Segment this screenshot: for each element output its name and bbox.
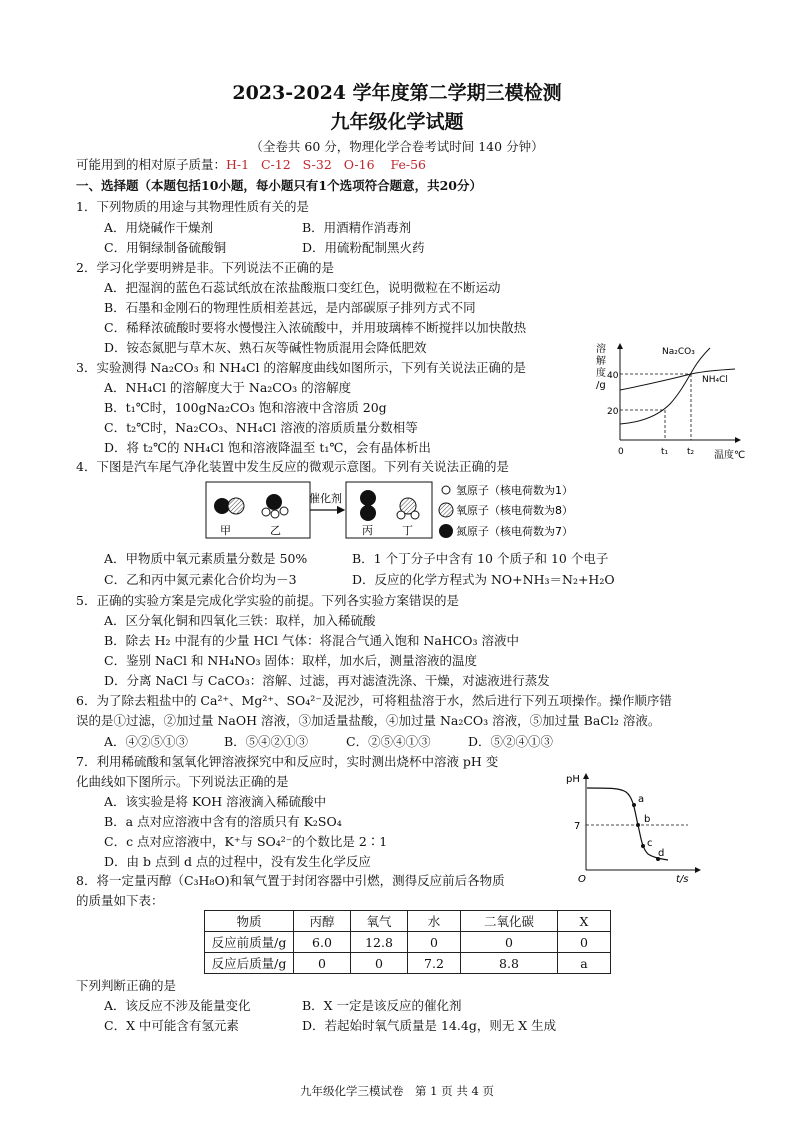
- exam-subtitle: 九年级化学试题: [330, 111, 464, 133]
- table-header: 水: [408, 911, 461, 932]
- mass-s: S-32: [302, 157, 332, 172]
- q2-stem: 2．学习化学要明辨是非。下列说法不正确的是: [76, 260, 334, 275]
- q2-option-c: C．稀释浓硫酸时要将水慢慢注入浓硫酸中，并用玻璃棒不断搅拌以加快散热: [104, 320, 527, 335]
- molecule-yi: [262, 494, 288, 518]
- chart1-xtick-t1: t₁: [661, 447, 669, 457]
- q5-option-d: D．分离 NaCl 与 CaCO₃：溶解、过滤，再对滤渣洗涤、干燥，对滤液进行蒸发: [104, 673, 550, 688]
- exam-note: （全卷共 60 分，物理化学合卷考试时间 140 分钟）: [250, 139, 544, 154]
- q8-option-b: B．X 一定是该反应的催化剂: [302, 998, 462, 1013]
- table-row: [205, 953, 611, 974]
- table-header: 二氧化碳: [461, 911, 558, 932]
- ph-ytick-7: 7: [574, 821, 581, 832]
- table-row: [205, 932, 611, 953]
- q6-option-d: D．⑤②④①③: [468, 734, 554, 749]
- table-header: 丙醇: [294, 911, 351, 932]
- ph-xlabel: t/s: [676, 874, 689, 885]
- q4-option-d: D．反应的化学方程式为 NO+NH₃＝N₂+H₂O: [352, 572, 615, 587]
- q3-option-d: D．将 t₂℃的 NH₄Cl 饱和溶液降温至 t₁℃，会有晶体析出: [104, 440, 431, 455]
- q7-line2: 化曲线如下图所示。下列说法正确的是: [76, 774, 289, 789]
- q4-option-b: B．1 个丁分子中含有 10 个质子和 10 个电子: [352, 551, 609, 566]
- q6-line1: 6．为了除去粗盐中的 Ca²⁺、Mg²⁺、SO₄²⁻及泥沙，可将粗盐溶于水，然后进行下列五项操作。操作顺序错: [76, 693, 672, 708]
- ph-curve: [587, 788, 668, 860]
- q1-option-b: B．用酒精作消毒剂: [302, 220, 412, 235]
- ph-point-c: [641, 844, 645, 848]
- q6-option-b: B．⑤④②①③: [224, 734, 309, 749]
- chart1-ytick-40: 40: [607, 371, 619, 381]
- catalyst-label: 催化剂: [309, 492, 342, 505]
- mass-table: [204, 910, 611, 974]
- q7-option-a: A．该实验是将 KOH 溶液滴入稀硫酸中: [104, 794, 327, 809]
- q8-line1: 8．将一定量丙醇（C₃H₈O)和氧气置于封闭容器中引燃，测得反应前后各物质: [76, 873, 505, 888]
- table-header-row: [205, 911, 611, 932]
- q5-option-b: B．除去 H₂ 中混有的少量 HCl 气体：将混合气通入饱和 NaHCO₃ 溶液中: [104, 633, 520, 648]
- ph-ylabel: pH: [566, 774, 580, 785]
- mass-h: H-1: [226, 157, 250, 172]
- q1-option-a: A．用烧碱作干燥剂: [104, 220, 214, 235]
- ph-chart: [560, 768, 710, 886]
- q2-option-b: B．石墨和金刚石的物理性质相差甚远，是内部碳原子排列方式不同: [104, 300, 476, 315]
- table-cell: 0: [408, 932, 461, 953]
- legend-h-icon: [442, 486, 450, 494]
- legend-h: 氢原子（核电荷数为1）: [456, 484, 573, 497]
- q8-option-c: C．X 中可能含有氢元素: [104, 1018, 239, 1033]
- q5-stem: 5．正确的实验方案是完成化学实验的前提。下列各实验方案错误的是: [76, 593, 459, 608]
- chart1-series-nh4cl: NH₄Cl: [702, 375, 728, 385]
- q6-option-a: A．④②⑤①③: [104, 734, 189, 749]
- q3-option-a: A．NH₄Cl 的溶解度大于 Na₂CO₃ 的溶解度: [104, 380, 352, 395]
- ph-label-d: d: [658, 848, 665, 859]
- label-bing: 丙: [362, 524, 373, 537]
- chart1-ylabel-3: 度: [596, 368, 606, 379]
- molecule-bing: [360, 490, 376, 521]
- table-cell: 6.0: [294, 932, 351, 953]
- q6-line2: 误的是①过滤，②加过量 NaOH 溶液，③加适量盐酸，④加过量 Na₂CO₃ 溶液，⑤加过量 BaCl₂ 溶液。: [76, 713, 661, 728]
- ph-label-c: c: [647, 838, 653, 849]
- table-header: 物质: [205, 911, 294, 932]
- chart1-xtick-t2: t₂: [687, 447, 695, 457]
- chart1-ylabel-1: 溶: [596, 344, 606, 355]
- q1-stem: 1．下列物质的用途与其物理性质有关的是: [76, 199, 309, 214]
- table-header: X: [558, 911, 611, 932]
- q7-line1: 7．利用稀硫酸和氢氧化钾溶液探究中和反应时，实时测出烧杯中溶液 pH 变: [76, 754, 499, 769]
- mass-o: O-16: [343, 157, 375, 172]
- molecule-ding: [397, 498, 419, 519]
- q4-option-c: C．乙和丙中氮元素化合价均为－3: [104, 572, 297, 587]
- section-heading: 一、选择题（本题包括10小题，每小题只有1个选项符合题意，共20分）: [76, 178, 482, 193]
- q4-option-a: A．甲物质中氧元素质量分数是 50%: [104, 551, 308, 566]
- q2-option-d: D．铵态氮肥与草木灰、熟石灰等碱性物质混用会降低肥效: [104, 340, 427, 355]
- legend-n: 氮原子（核电荷数为7）: [456, 525, 573, 538]
- label-ding: 丁: [402, 524, 413, 537]
- table-cell: 反应后质量/g: [205, 953, 294, 974]
- table-cell: 8.8: [461, 953, 558, 974]
- q3-option-b: B．t₁℃时，100gNa₂CO₃ 饱和溶液中含溶质 20g: [104, 400, 387, 415]
- table-cell: a: [558, 953, 611, 974]
- q7-option-d: D．由 b 点到 d 点的过程中，没有发生化学反应: [104, 854, 371, 869]
- mass-c: C-12: [261, 157, 291, 172]
- q2-option-a: A．把湿润的蓝色石蕊试纸放在浓盐酸瓶口变红色，说明微粒在不断运动: [104, 280, 501, 295]
- q1-option-c: C．用铜绿制备硫酸铜: [104, 240, 227, 255]
- products-box: [346, 482, 432, 538]
- table-cell: 0: [351, 953, 408, 974]
- chart1-ylabel-4: /g: [596, 380, 606, 391]
- table-cell: 7.2: [408, 953, 461, 974]
- legend-n-icon: [439, 524, 453, 538]
- q7-option-b: B．a 点对应溶液中含有的溶质只有 K₂SO₄: [104, 814, 342, 829]
- q3-option-c: C．t₂℃时，Na₂CO₃、NH₄Cl 溶液的溶质质量分数相等: [104, 420, 418, 435]
- reaction-diagram: [200, 478, 620, 544]
- q8-option-a: A．该反应不涉及能量变化: [104, 998, 251, 1013]
- atomic-mass-prefix: 可能用到的相对原子质量：: [76, 157, 227, 172]
- label-yi: 乙: [270, 524, 281, 537]
- q8-line2: 的质量如下表：: [76, 893, 164, 908]
- table-header: 氧气: [351, 911, 408, 932]
- chart1-origin: 0: [618, 447, 624, 457]
- chart1-ytick-20: 20: [607, 407, 619, 417]
- ph-point-b: [636, 823, 640, 827]
- q8-judge: 下列判断正确的是: [76, 978, 177, 993]
- table-cell: 0: [461, 932, 558, 953]
- q5-option-a: A．区分氧化铜和四氧化三铁：取样，加入稀硫酸: [104, 613, 376, 628]
- atomic-mass-line: [76, 157, 426, 173]
- ph-origin: O: [578, 874, 586, 885]
- q7-option-c: C．c 点对应溶液中，K⁺与 SO₄²⁻的个数比是 2∶1: [104, 834, 388, 849]
- table-cell: 12.8: [351, 932, 408, 953]
- q8-option-d: D．若起始时氧气质量是 14.4g，则无 X 生成: [302, 1018, 557, 1033]
- chart1-xlabel: 温度℃: [714, 450, 746, 461]
- q4-stem: 4．下图是汽车尾气净化装置中发生反应的微观示意图。下列有关说法正确的是: [76, 459, 509, 474]
- ph-label-a: a: [638, 794, 645, 805]
- q1-option-d: D．用硫粉配制黑火药: [302, 240, 425, 255]
- molecule-jia: [214, 498, 244, 514]
- mass-fe: Fe-56: [390, 157, 426, 172]
- q6-option-c: C．②⑤④①③: [346, 734, 431, 749]
- chart1-ylabel-2: 解: [596, 356, 606, 367]
- table-cell: 0: [558, 932, 611, 953]
- table-cell: 反应前质量/g: [205, 932, 294, 953]
- solubility-chart: [590, 338, 770, 468]
- table-cell: 0: [294, 953, 351, 974]
- q5-option-c: C．鉴别 NaCl 和 NH₄NO₃ 固体：取样，加水后，测量溶液的温度: [104, 653, 477, 668]
- page-footer: 九年级化学三模试卷 第 1 页 共 4 页: [300, 1084, 494, 1098]
- ph-point-a: [632, 803, 636, 807]
- q3-stem: 3．实验测得 Na₂CO₃ 和 NH₄Cl 的溶解度曲线如图所示，下列有关说法正确的是: [76, 360, 526, 375]
- exam-title: 2023-2024 学年度第二学期三模检测: [232, 82, 562, 104]
- ph-label-b: b: [644, 814, 651, 825]
- chart1-series-na2co3: Na₂CO₃: [662, 347, 695, 357]
- label-jia: 甲: [220, 524, 231, 537]
- legend-o: 氧原子（核电荷数为8）: [456, 504, 573, 517]
